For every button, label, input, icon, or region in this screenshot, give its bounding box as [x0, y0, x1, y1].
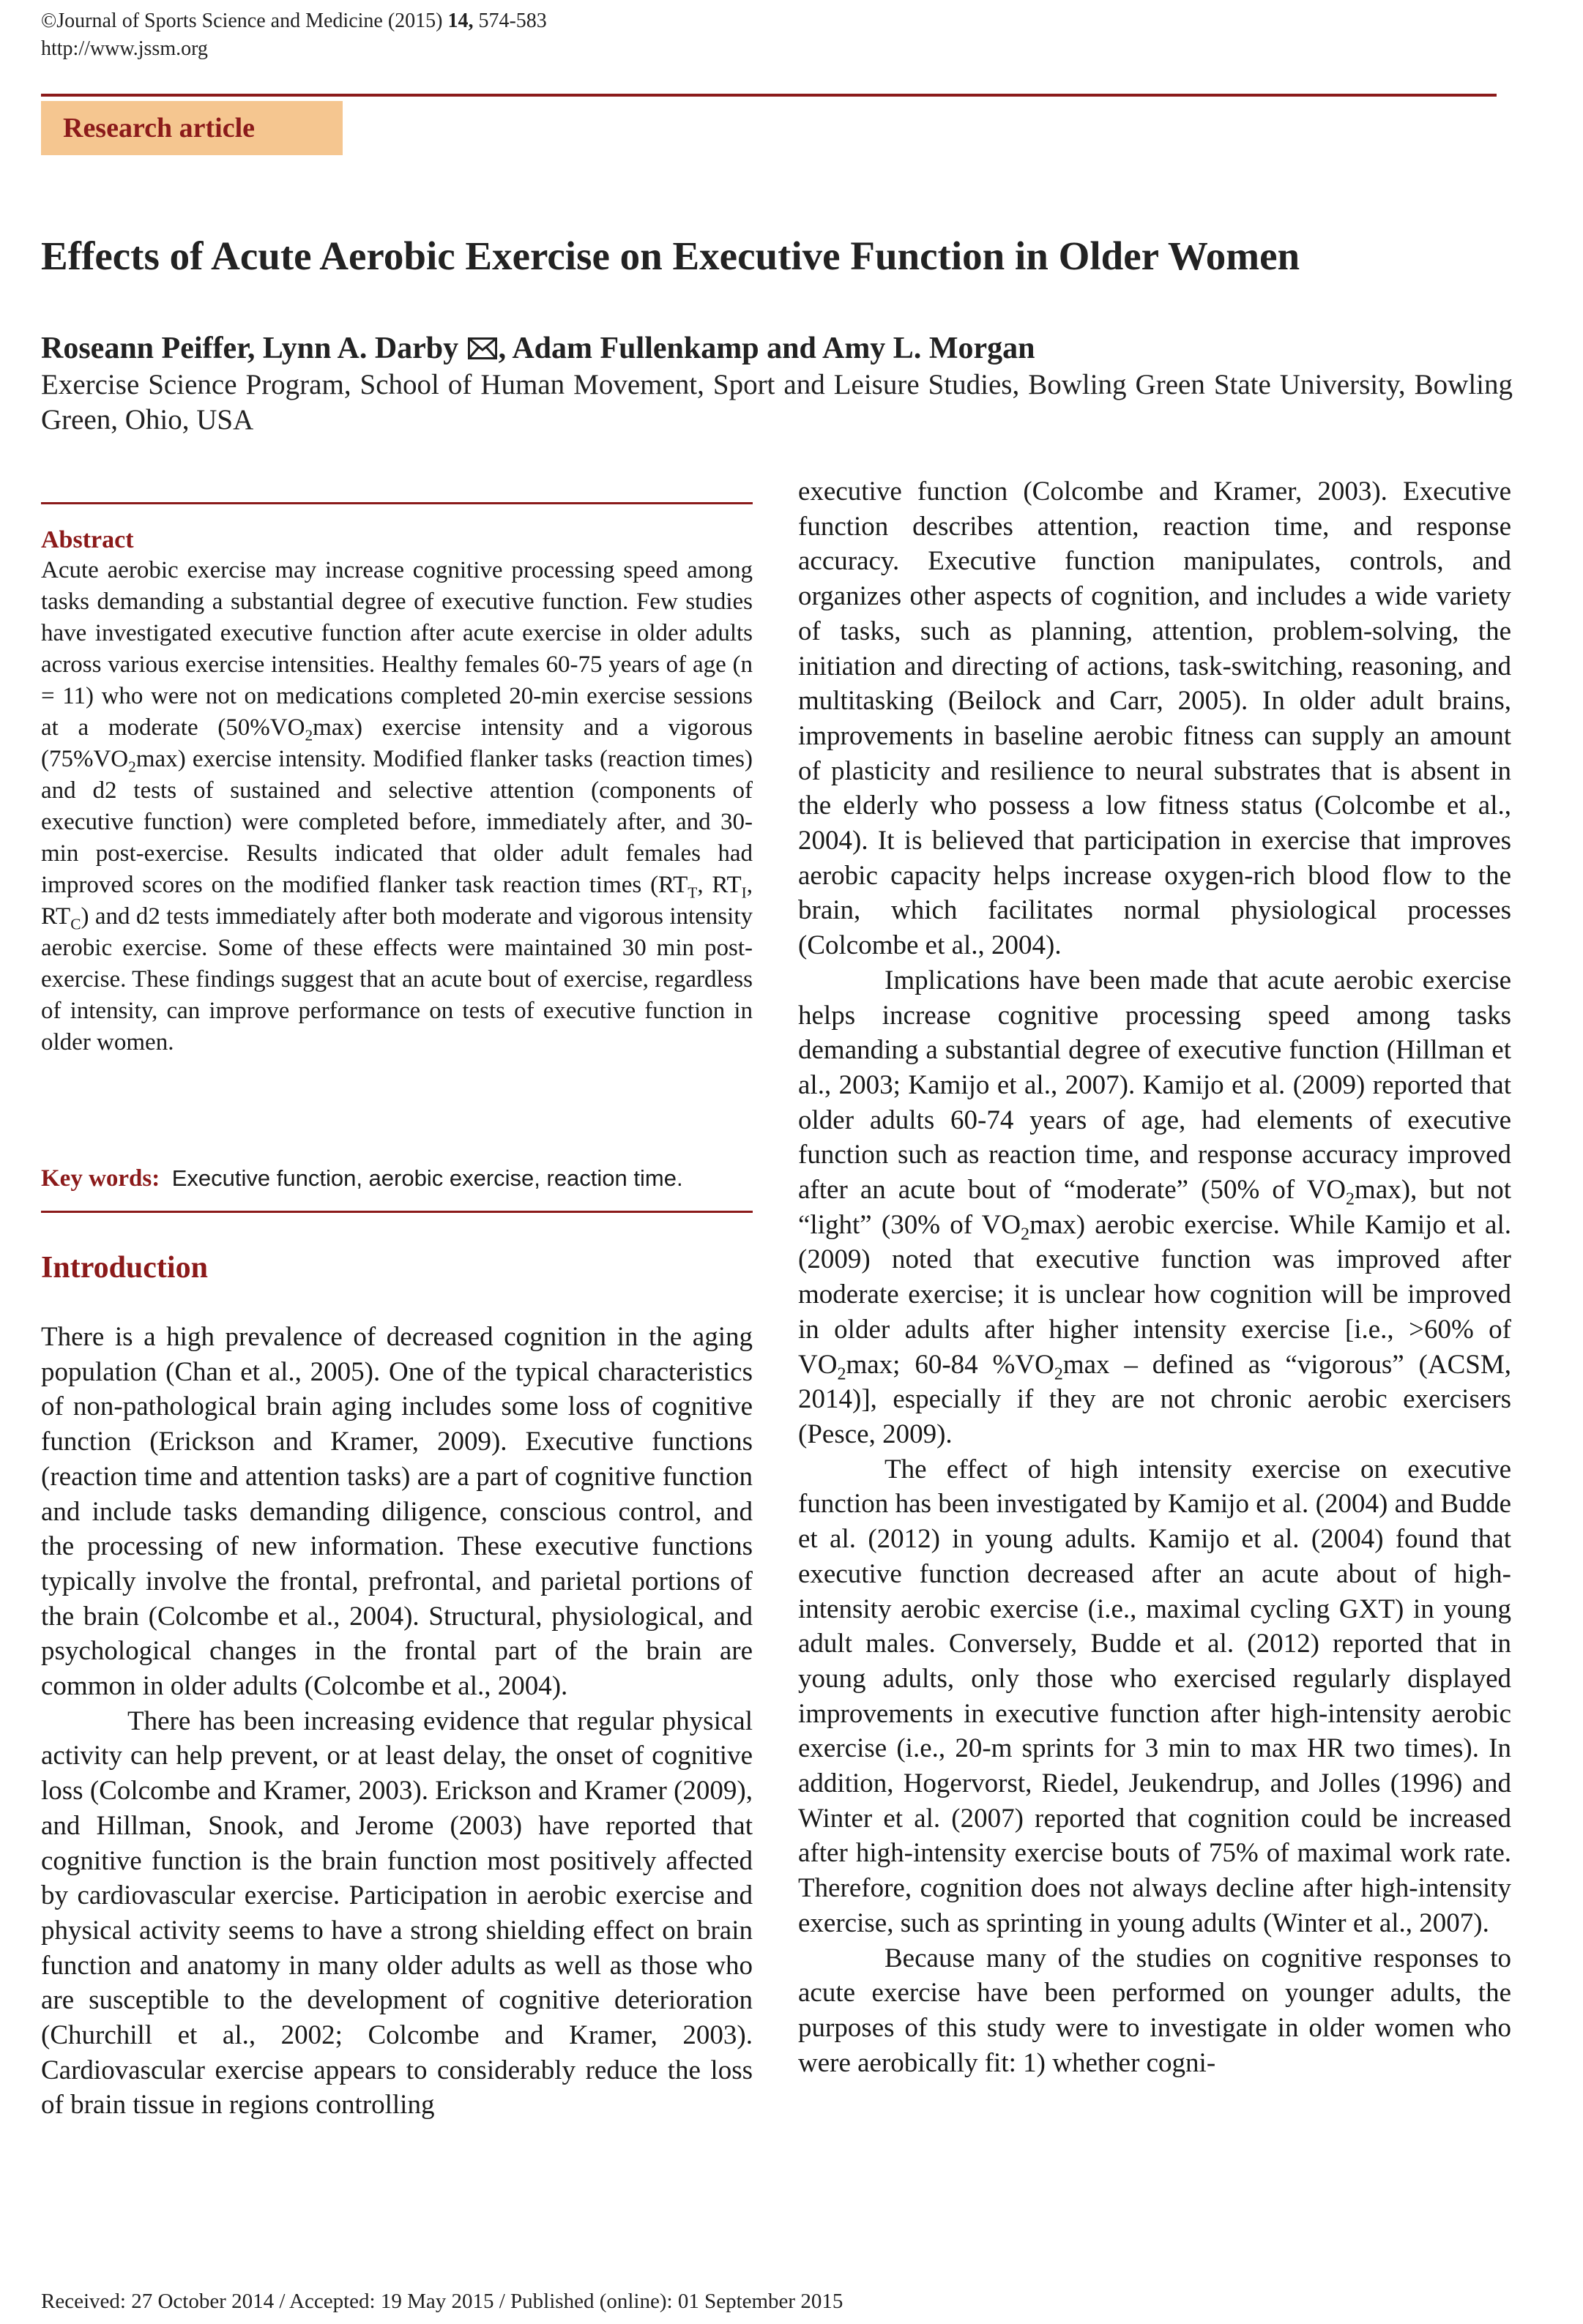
right-p2-text-c: max) aerobic exercise. While Kamijo et al. (2009) noted that executive function was improved after moderate exercise; it is unclear how cognition will be improved in older adults after higher intensity exercise [i.e., >60% of VO [798, 1209, 1512, 1380]
right-column-body [798, 474, 1511, 2080]
abstract-text-5: , RT [41, 872, 753, 930]
abstract-text-3: max) exercise intensity. Modified flanker tasks (reaction times) and d2 tests of sustained and selective attention (components of executive function) were completed before, immediately after, and 30-min post-exercise. Results indicated that older adult females had improved scores on the modified flanker task reaction times (RT [41, 746, 753, 898]
right-paragraph-2 [798, 963, 1511, 1452]
subscript: 2 [1346, 1189, 1355, 1209]
authors-part-1: Roseann Peiffer, Lynn A. Darby [41, 332, 466, 365]
subscript: 2 [1054, 1364, 1063, 1383]
right-p2-text-e: max – defined as “vigorous” (ACSM, 2014)], especially if they are not chronic aerobic exercisers (Pesce, 2009). [798, 1349, 1511, 1449]
subscript: 2 [837, 1364, 846, 1383]
intro-paragraph-2: There has been increasing evidence that regular physical activity can help prevent, or at least delay, the onset of cognitive loss (Colcombe and Kramer, 2003). Erickson and Kramer (2009), and Hillman, Snook, and Jerome (2003) have reported that cognitive function is the brain function most positively affected by cardiovascular exercise. Participation in aerobic exercise and physical activity seems to have a strong shielding effect on brain function and anatomy in many older adults as well as those who are susceptible to the development of cognitive deterioration (Churchill et al., 2002; Colcombe and Kramer, 2003). Cardiovascular exercise appears to considerably reduce the loss of brain tissue in regions controlling [41, 1705, 753, 2121]
journal-prefix: ©Journal of Sports Science and Medicine (2015) [41, 10, 448, 32]
abstract-text-4: , RT [697, 872, 742, 898]
authors-part-2: , Adam Fullenkamp and Amy L. Morgan [498, 332, 1035, 365]
subscript: C [70, 915, 81, 933]
abstract-text-6: ) and d2 tests immediately after both moderate and vigorous intensity aerobic exercise. Some of these effects were maintained 30 min post-exercise. These findings suggest that an acute bout of exercise, regardless of intensity, can improve performance on tests of executive function in older women. [41, 903, 753, 1055]
subscript: T [688, 883, 698, 902]
journal-pages: 574-583 [473, 10, 547, 32]
header-divider [41, 94, 1497, 97]
keywords-label: Key words: [41, 1165, 160, 1192]
subscript: 2 [128, 758, 136, 776]
envelope-icon[interactable] [468, 332, 497, 354]
abstract-body [41, 555, 753, 1058]
introduction-body [41, 1320, 753, 2123]
right-paragraph-1: executive function (Colcombe and Kramer, 2003). Executive function describes attention, reaction time, and response accuracy. Executive function manipulates, controls, and organizes other aspects of cognition, and includes a wide variety of tasks, such as planning, attention, problem-solving, the initiation and directing of actions, task-switching, reasoning, and multitasking (Beilock and Carr, 2005). In older adult brains, improvements in baseline aerobic fitness can supply an amount of plasticity and resilience to neural substrates that is absent in the elderly who possess a low fitness status (Colcombe et al., 2004). It is believed that participation in exercise that improves aerobic capacity helps increase oxygen-rich blood flow to the brain, which facilitates normal physiological processes (Colcombe et al., 2004). [798, 477, 1511, 961]
abstract-heading: Abstract [41, 526, 134, 553]
keywords-text: Executive function, aerobic exercise, reaction time. [171, 1165, 683, 1191]
subscript: I [741, 883, 747, 902]
intro-paragraph-1: There is a high prevalence of decreased cognition in the aging population (Chan et al., 2005). One of the typical characteristics of non-pathological brain aging includes some loss of cognitive function (Erickson and Kramer, 2009). Executive functions (reaction time and attention tasks) are a part of cognitive function and include tasks demanding diligence, conscious control, and the processing of new information. These executive functions typically involve the frontal, prefrontal, and parietal portions of the brain (Colcombe et al., 2004). Structural, physiological, and psychological changes in the frontal part of the brain are common in older adults (Colcombe et al., 2004). [41, 1322, 753, 1702]
affiliation: Exercise Science Program, School of Human Movement, Sport and Leisure Studies, Bowling Green State University, Bowling Green, Ohio, USA [41, 369, 1513, 436]
abstract-text-2: max) exercise intensity and a vigorous (75%VO [41, 714, 753, 772]
publication-dates: Received: 27 October 2014 / Accepted: 19 May 2015 / Published (online): 01 September 2015 [41, 2290, 843, 2313]
introduction-heading: Introduction [41, 1251, 208, 1285]
abstract-bottom-rule [41, 1211, 753, 1213]
subscript: 2 [1021, 1225, 1030, 1244]
right-paragraph-3: The effect of high intensity exercise on executive function has been investigated by Kamijo et al. (2004) and Budde et al. (2012) in young adults. Kamijo et al. (2004) found that executive function decreased after an acute about of high-intensity aerobic exercise (i.e., maximal cycling GXT) in young adult males. Conversely, Budde et al. (2012) reported that in young adults, only those who exercised regularly displayed improvements in executive function after high-intensity aerobic exercise (i.e., 20-m sprints for 3 min to max HR two times). In addition, Hogervorst, Riedel, Jeukendrup, and Jolles (1996) and Winter et al. (2007) reported that cognition could be increased after high-intensity exercise bouts of 75% of maximal work rate. Therefore, cognition does not always decline after high-intensity exercise, such as sprinting in young adults (Winter et al., 2007). [798, 1454, 1511, 1938]
journal-volume: 14, [447, 10, 474, 32]
author-list [41, 331, 1035, 366]
keywords [41, 1162, 753, 1195]
journal-citation [41, 9, 547, 34]
journal-url[interactable]: http://www.jssm.org [41, 37, 208, 60]
subscript: 2 [305, 726, 313, 744]
right-p2-text-b: max), but not “light” (30% of VO [798, 1175, 1511, 1240]
right-p2-text-a: Implications have been made that acute aerobic exercise helps increase cognitive processing speed among tasks demanding a substantial degree of executive function (Hillman et al., 2003; Kamijo et al., 2007). Kamijo et al. (2009) reported that older adults 60-74 years of age, had elements of executive function such as reaction time, and response accuracy improved after an acute bout of “moderate” (50% of VO [798, 965, 1511, 1206]
article-type-badge: Research article [41, 101, 343, 155]
right-p2-text-d: max; 60-84 %VO [846, 1349, 1054, 1380]
right-paragraph-4: Because many of the studies on cognitive responses to acute exercise have been performed on younger adults, the purposes of this study were to investigate in older women who were aerobically fit: 1) whether cogni- [798, 1943, 1511, 2078]
abstract-text-1: Acute aerobic exercise may increase cognitive processing speed among tasks demanding a substantial degree of executive function. Few studies have investigated executive function after acute exercise in older adults across various exercise intensities. Healthy females 60-75 years of age (n = 11) who were not on medications completed 20-min exercise sessions at a moderate (50%VO [41, 557, 753, 741]
abstract-top-rule [41, 502, 753, 504]
article-title: Effects of Acute Aerobic Exercise on Executive Function in Older Women [41, 233, 1300, 278]
